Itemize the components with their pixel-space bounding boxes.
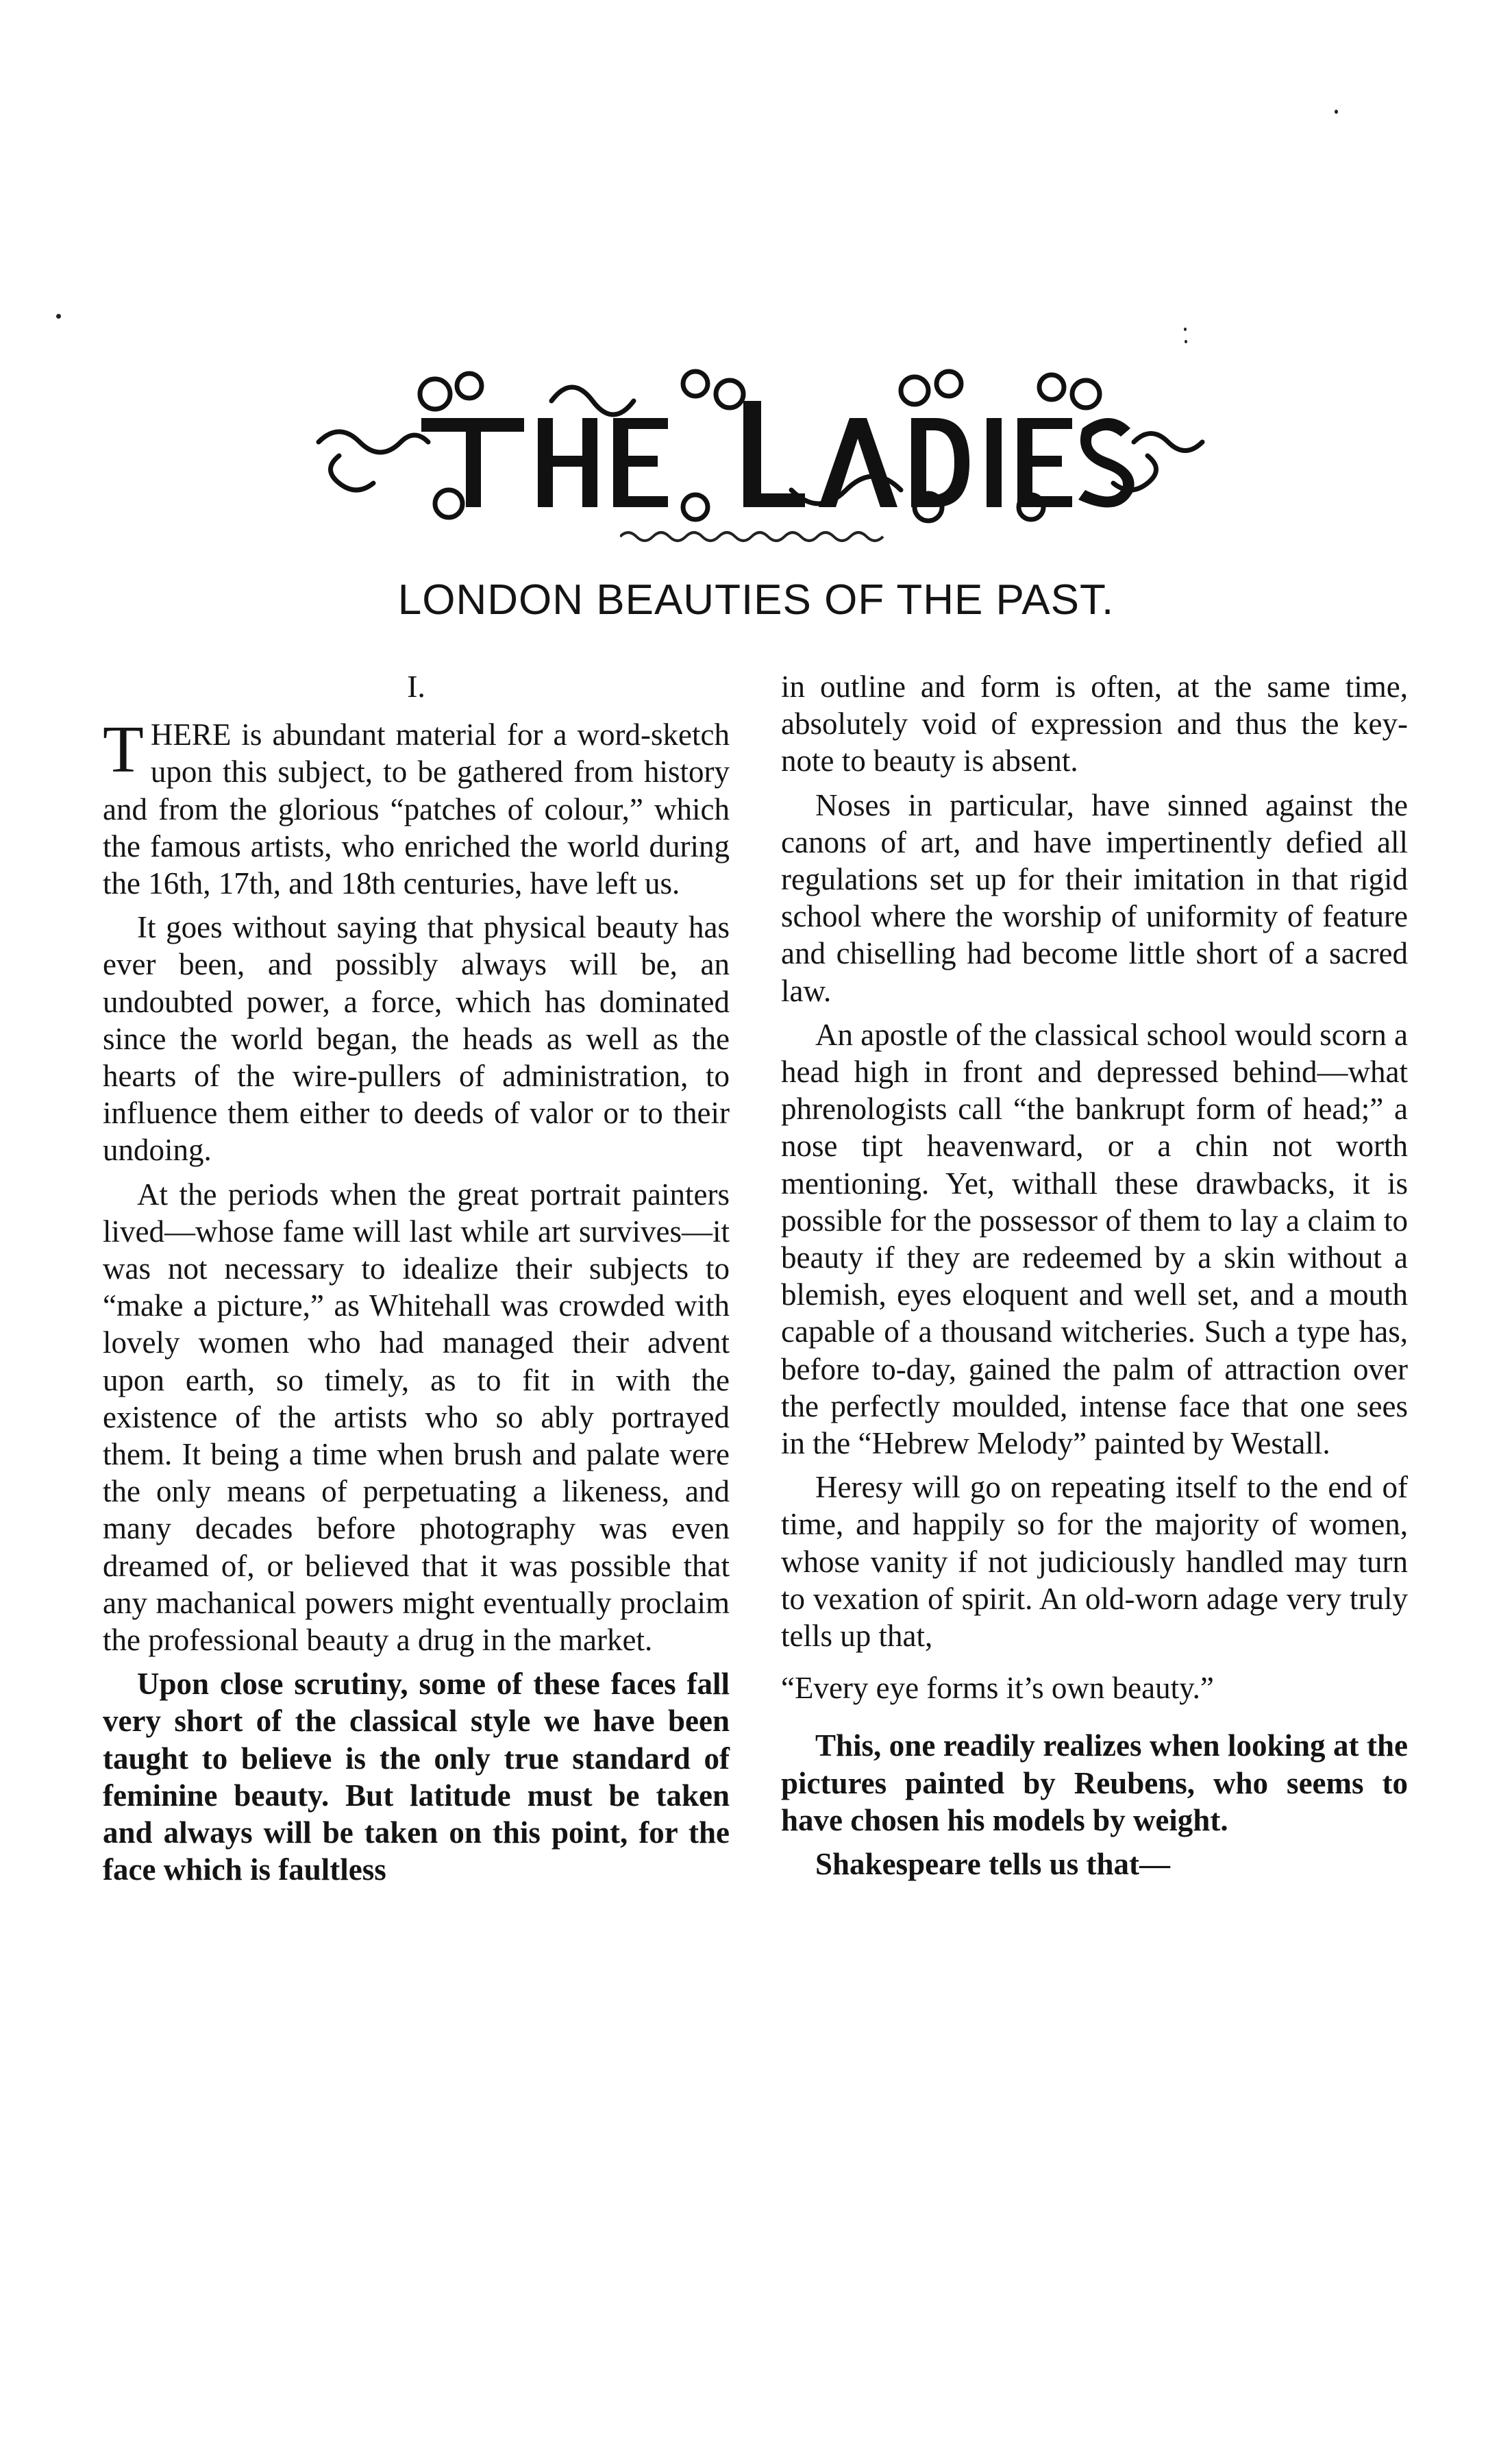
paragraph: Noses in particular, have sinned against the canons of art, and have impertinently defied all regulations set up for their imitation in that rigid school where the worship of uniformity of feature and chiselling had become little short of a sacred law.: [781, 787, 1408, 1008]
drop-cap: T: [103, 713, 144, 787]
ornamental-heading-the-ladies: [312, 353, 1209, 531]
stray-mark: [1184, 328, 1187, 331]
left-column: [103, 668, 730, 1896]
quotation: “Every eye forms it’s own beauty.”: [781, 1671, 1214, 1706]
stray-mark: [1185, 340, 1187, 343]
section-numeral: I.: [407, 669, 425, 704]
paragraph: This, one readily realizes when looking at the pictures painted by Reubens, who seems to have chosen his models by weight.: [781, 1728, 1408, 1837]
paragraph: Shakespeare tells us that—: [815, 1847, 1170, 1882]
paragraph: At the periods when the great portrait painters lived—whose fame will last while art survives—it was not necessary to idealize their subjects to “make a picture,” as Whitehall was crowded with lovely women who had managed their advent upon earth, so timely, as to fit in with the existence of the artists who so ably portrayed them. It being a time when brush and palate were the only means of perpetuating a likeness, and many decades before photography was even dreamed of, or believed that it was possible that any machanical powers might eventually proclaim the professional beauty a drug in the market.: [103, 1177, 730, 1658]
paragraph: It goes without saying that physical beauty has ever been, and possibly always will be, an undoubted power, a force, which has dominated since the world began, the heads as well as the hearts of the wire-pullers of administration, to influence them either to deeds of valor or to their undoing.: [103, 910, 730, 1168]
paragraph: in outline and form is often, at the same time, absolutely void of expression and thus the key-note to beauty is absent.: [781, 670, 1408, 778]
stray-mark: [1335, 110, 1338, 114]
paragraph: An apostle of the classical school would scorn a head high in front and depressed behind—what phrenologists call “the bankrupt form of head;” a nose tipt heavenward, or a chin not worth mentioning. Yet, withall these drawbacks, it is possible for the possessor of them to lay a claim to beauty if they are redeemed by a skin without a blemish, eyes eloquent and well set, and a mouth capable of a thousand witcheries. Such a type has, before to-day, gained the palm of attraction over the perfectly moulded, intense face that one sees in the “Hebrew Melody” painted by Westall.: [781, 1017, 1408, 1461]
stray-mark: [56, 314, 61, 319]
article-title: LONDON BEAUTIES OF THE PAST.: [397, 576, 1115, 624]
wavy-rule-icon: [620, 528, 887, 545]
paragraph: Heresy will go on repeating itself to the end of time, and happily so for the majority of women, whose vanity if not judiciously handled may turn to vexation of spirit. An old-worn adage very truly tells up that,: [781, 1470, 1408, 1654]
right-column: [781, 668, 1408, 1889]
paragraph: THERE is abundant material for a word-sketch upon this subject, to be gathered from history and from the glorious “patches of colour,” which the famous artists, who enriched the world during the 16th, 17th, and 18th centuries, have left us.: [103, 713, 730, 901]
paragraph: Upon close scrutiny, some of these faces fall very short of the classical style we have been taught to believe is the only true standard of feminine beauty. But latitude must be taken and always will be taken on this point, for the face which is faultless: [103, 1667, 730, 1887]
